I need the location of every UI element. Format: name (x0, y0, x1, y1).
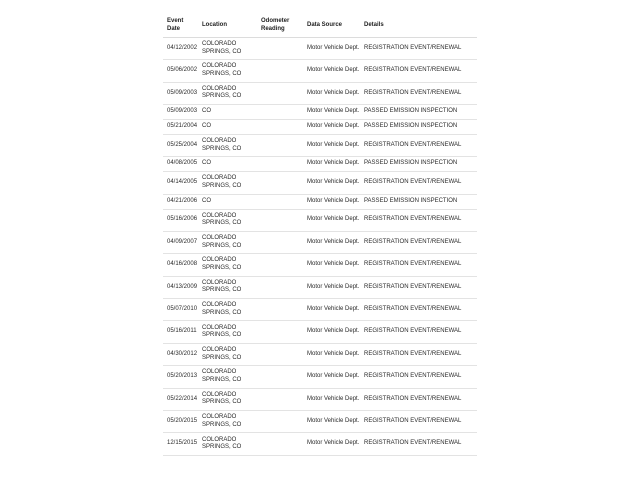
table-row (163, 172, 477, 194)
cell-data-source: Motor Vehicle Dept. (303, 433, 360, 455)
cell-odometer (257, 120, 303, 135)
cell-details: REGISTRATION EVENT/RENEWAL (360, 388, 477, 410)
cell-event-date: 04/08/2005 (163, 157, 198, 172)
cell-odometer (257, 172, 303, 194)
table-row (163, 105, 477, 120)
cell-location: COLORADO SPRINGS, CO (198, 209, 257, 231)
cell-odometer (257, 157, 303, 172)
cell-data-source: Motor Vehicle Dept. (303, 120, 360, 135)
cell-data-source: Motor Vehicle Dept. (303, 38, 360, 60)
cell-odometer (257, 38, 303, 60)
header-odometer-reading: Odometer Reading (257, 14, 303, 38)
cell-data-source: Motor Vehicle Dept. (303, 172, 360, 194)
cell-data-source: Motor Vehicle Dept. (303, 276, 360, 298)
cell-event-date: 05/09/2003 (163, 105, 198, 120)
cell-odometer (257, 411, 303, 433)
cell-event-date: 05/22/2014 (163, 388, 198, 410)
cell-location: COLORADO SPRINGS, CO (198, 321, 257, 343)
cell-odometer (257, 209, 303, 231)
cell-location: COLORADO SPRINGS, CO (198, 433, 257, 455)
cell-event-date: 05/06/2002 (163, 60, 198, 82)
cell-event-date: 05/16/2011 (163, 321, 198, 343)
table-row (163, 209, 477, 231)
cell-details: REGISTRATION EVENT/RENEWAL (360, 411, 477, 433)
cell-details: REGISTRATION EVENT/RENEWAL (360, 38, 477, 60)
table-row (163, 299, 477, 321)
cell-location: CO (198, 157, 257, 172)
cell-event-date: 05/20/2013 (163, 366, 198, 388)
cell-odometer (257, 194, 303, 209)
cell-data-source: Motor Vehicle Dept. (303, 299, 360, 321)
cell-event-date: 04/16/2008 (163, 254, 198, 276)
cell-data-source: Motor Vehicle Dept. (303, 388, 360, 410)
cell-location: COLORADO SPRINGS, CO (198, 254, 257, 276)
header-details: Details (360, 14, 477, 38)
cell-details: REGISTRATION EVENT/RENEWAL (360, 60, 477, 82)
cell-odometer (257, 254, 303, 276)
table-row (163, 433, 477, 455)
table-row (163, 82, 477, 104)
table-row (163, 120, 477, 135)
cell-details: REGISTRATION EVENT/RENEWAL (360, 82, 477, 104)
table-row (163, 321, 477, 343)
cell-data-source: Motor Vehicle Dept. (303, 134, 360, 156)
vehicle-history-table (163, 14, 477, 456)
cell-odometer (257, 388, 303, 410)
cell-location: COLORADO SPRINGS, CO (198, 388, 257, 410)
header-event-date: Event Date (163, 14, 198, 38)
cell-odometer (257, 321, 303, 343)
cell-location: COLORADO SPRINGS, CO (198, 299, 257, 321)
cell-location: COLORADO SPRINGS, CO (198, 38, 257, 60)
cell-data-source: Motor Vehicle Dept. (303, 254, 360, 276)
header-location: Location (198, 14, 257, 38)
cell-data-source: Motor Vehicle Dept. (303, 157, 360, 172)
cell-data-source: Motor Vehicle Dept. (303, 411, 360, 433)
cell-location: COLORADO SPRINGS, CO (198, 82, 257, 104)
table-row (163, 157, 477, 172)
cell-data-source: Motor Vehicle Dept. (303, 343, 360, 365)
cell-event-date: 04/14/2005 (163, 172, 198, 194)
cell-location: CO (198, 194, 257, 209)
cell-details: PASSED EMISSION INSPECTION (360, 194, 477, 209)
cell-location: COLORADO SPRINGS, CO (198, 366, 257, 388)
cell-location: COLORADO SPRINGS, CO (198, 411, 257, 433)
table-row (163, 411, 477, 433)
cell-location: COLORADO SPRINGS, CO (198, 276, 257, 298)
cell-details: PASSED EMISSION INSPECTION (360, 105, 477, 120)
cell-data-source: Motor Vehicle Dept. (303, 60, 360, 82)
cell-odometer (257, 276, 303, 298)
header-data-source: Data Source (303, 14, 360, 38)
table-row (163, 134, 477, 156)
cell-event-date: 05/20/2015 (163, 411, 198, 433)
cell-odometer (257, 299, 303, 321)
cell-data-source: Motor Vehicle Dept. (303, 82, 360, 104)
cell-data-source: Motor Vehicle Dept. (303, 105, 360, 120)
cell-details: REGISTRATION EVENT/RENEWAL (360, 209, 477, 231)
cell-event-date: 05/21/2004 (163, 120, 198, 135)
table-header-row (163, 14, 477, 38)
cell-location: COLORADO SPRINGS, CO (198, 231, 257, 253)
cell-details: REGISTRATION EVENT/RENEWAL (360, 172, 477, 194)
cell-details: REGISTRATION EVENT/RENEWAL (360, 366, 477, 388)
table-row (163, 60, 477, 82)
cell-odometer (257, 82, 303, 104)
cell-event-date: 12/15/2015 (163, 433, 198, 455)
table-row (163, 366, 477, 388)
cell-event-date: 05/09/2003 (163, 82, 198, 104)
cell-odometer (257, 105, 303, 120)
cell-details: REGISTRATION EVENT/RENEWAL (360, 134, 477, 156)
table-row (163, 231, 477, 253)
cell-details: REGISTRATION EVENT/RENEWAL (360, 254, 477, 276)
cell-event-date: 05/07/2010 (163, 299, 198, 321)
table-row (163, 388, 477, 410)
cell-details: REGISTRATION EVENT/RENEWAL (360, 299, 477, 321)
cell-odometer (257, 60, 303, 82)
cell-details: PASSED EMISSION INSPECTION (360, 120, 477, 135)
cell-location: COLORADO SPRINGS, CO (198, 343, 257, 365)
cell-data-source: Motor Vehicle Dept. (303, 194, 360, 209)
cell-location: CO (198, 120, 257, 135)
cell-location: COLORADO SPRINGS, CO (198, 172, 257, 194)
cell-location: CO (198, 105, 257, 120)
cell-details: REGISTRATION EVENT/RENEWAL (360, 433, 477, 455)
table-row (163, 254, 477, 276)
cell-details: REGISTRATION EVENT/RENEWAL (360, 343, 477, 365)
cell-odometer (257, 231, 303, 253)
cell-data-source: Motor Vehicle Dept. (303, 231, 360, 253)
cell-data-source: Motor Vehicle Dept. (303, 366, 360, 388)
cell-data-source: Motor Vehicle Dept. (303, 209, 360, 231)
cell-details: REGISTRATION EVENT/RENEWAL (360, 321, 477, 343)
cell-event-date: 05/16/2006 (163, 209, 198, 231)
cell-event-date: 04/30/2012 (163, 343, 198, 365)
cell-odometer (257, 343, 303, 365)
table-row (163, 276, 477, 298)
cell-odometer (257, 433, 303, 455)
cell-event-date: 04/09/2007 (163, 231, 198, 253)
cell-details: REGISTRATION EVENT/RENEWAL (360, 276, 477, 298)
cell-location: COLORADO SPRINGS, CO (198, 134, 257, 156)
table-row (163, 343, 477, 365)
cell-location: COLORADO SPRINGS, CO (198, 60, 257, 82)
cell-details: PASSED EMISSION INSPECTION (360, 157, 477, 172)
cell-event-date: 04/12/2002 (163, 38, 198, 60)
cell-event-date: 04/13/2009 (163, 276, 198, 298)
cell-data-source: Motor Vehicle Dept. (303, 321, 360, 343)
cell-details: REGISTRATION EVENT/RENEWAL (360, 231, 477, 253)
cell-odometer (257, 134, 303, 156)
cell-odometer (257, 366, 303, 388)
table-row (163, 194, 477, 209)
cell-event-date: 04/21/2006 (163, 194, 198, 209)
cell-event-date: 05/25/2004 (163, 134, 198, 156)
table-row (163, 38, 477, 60)
